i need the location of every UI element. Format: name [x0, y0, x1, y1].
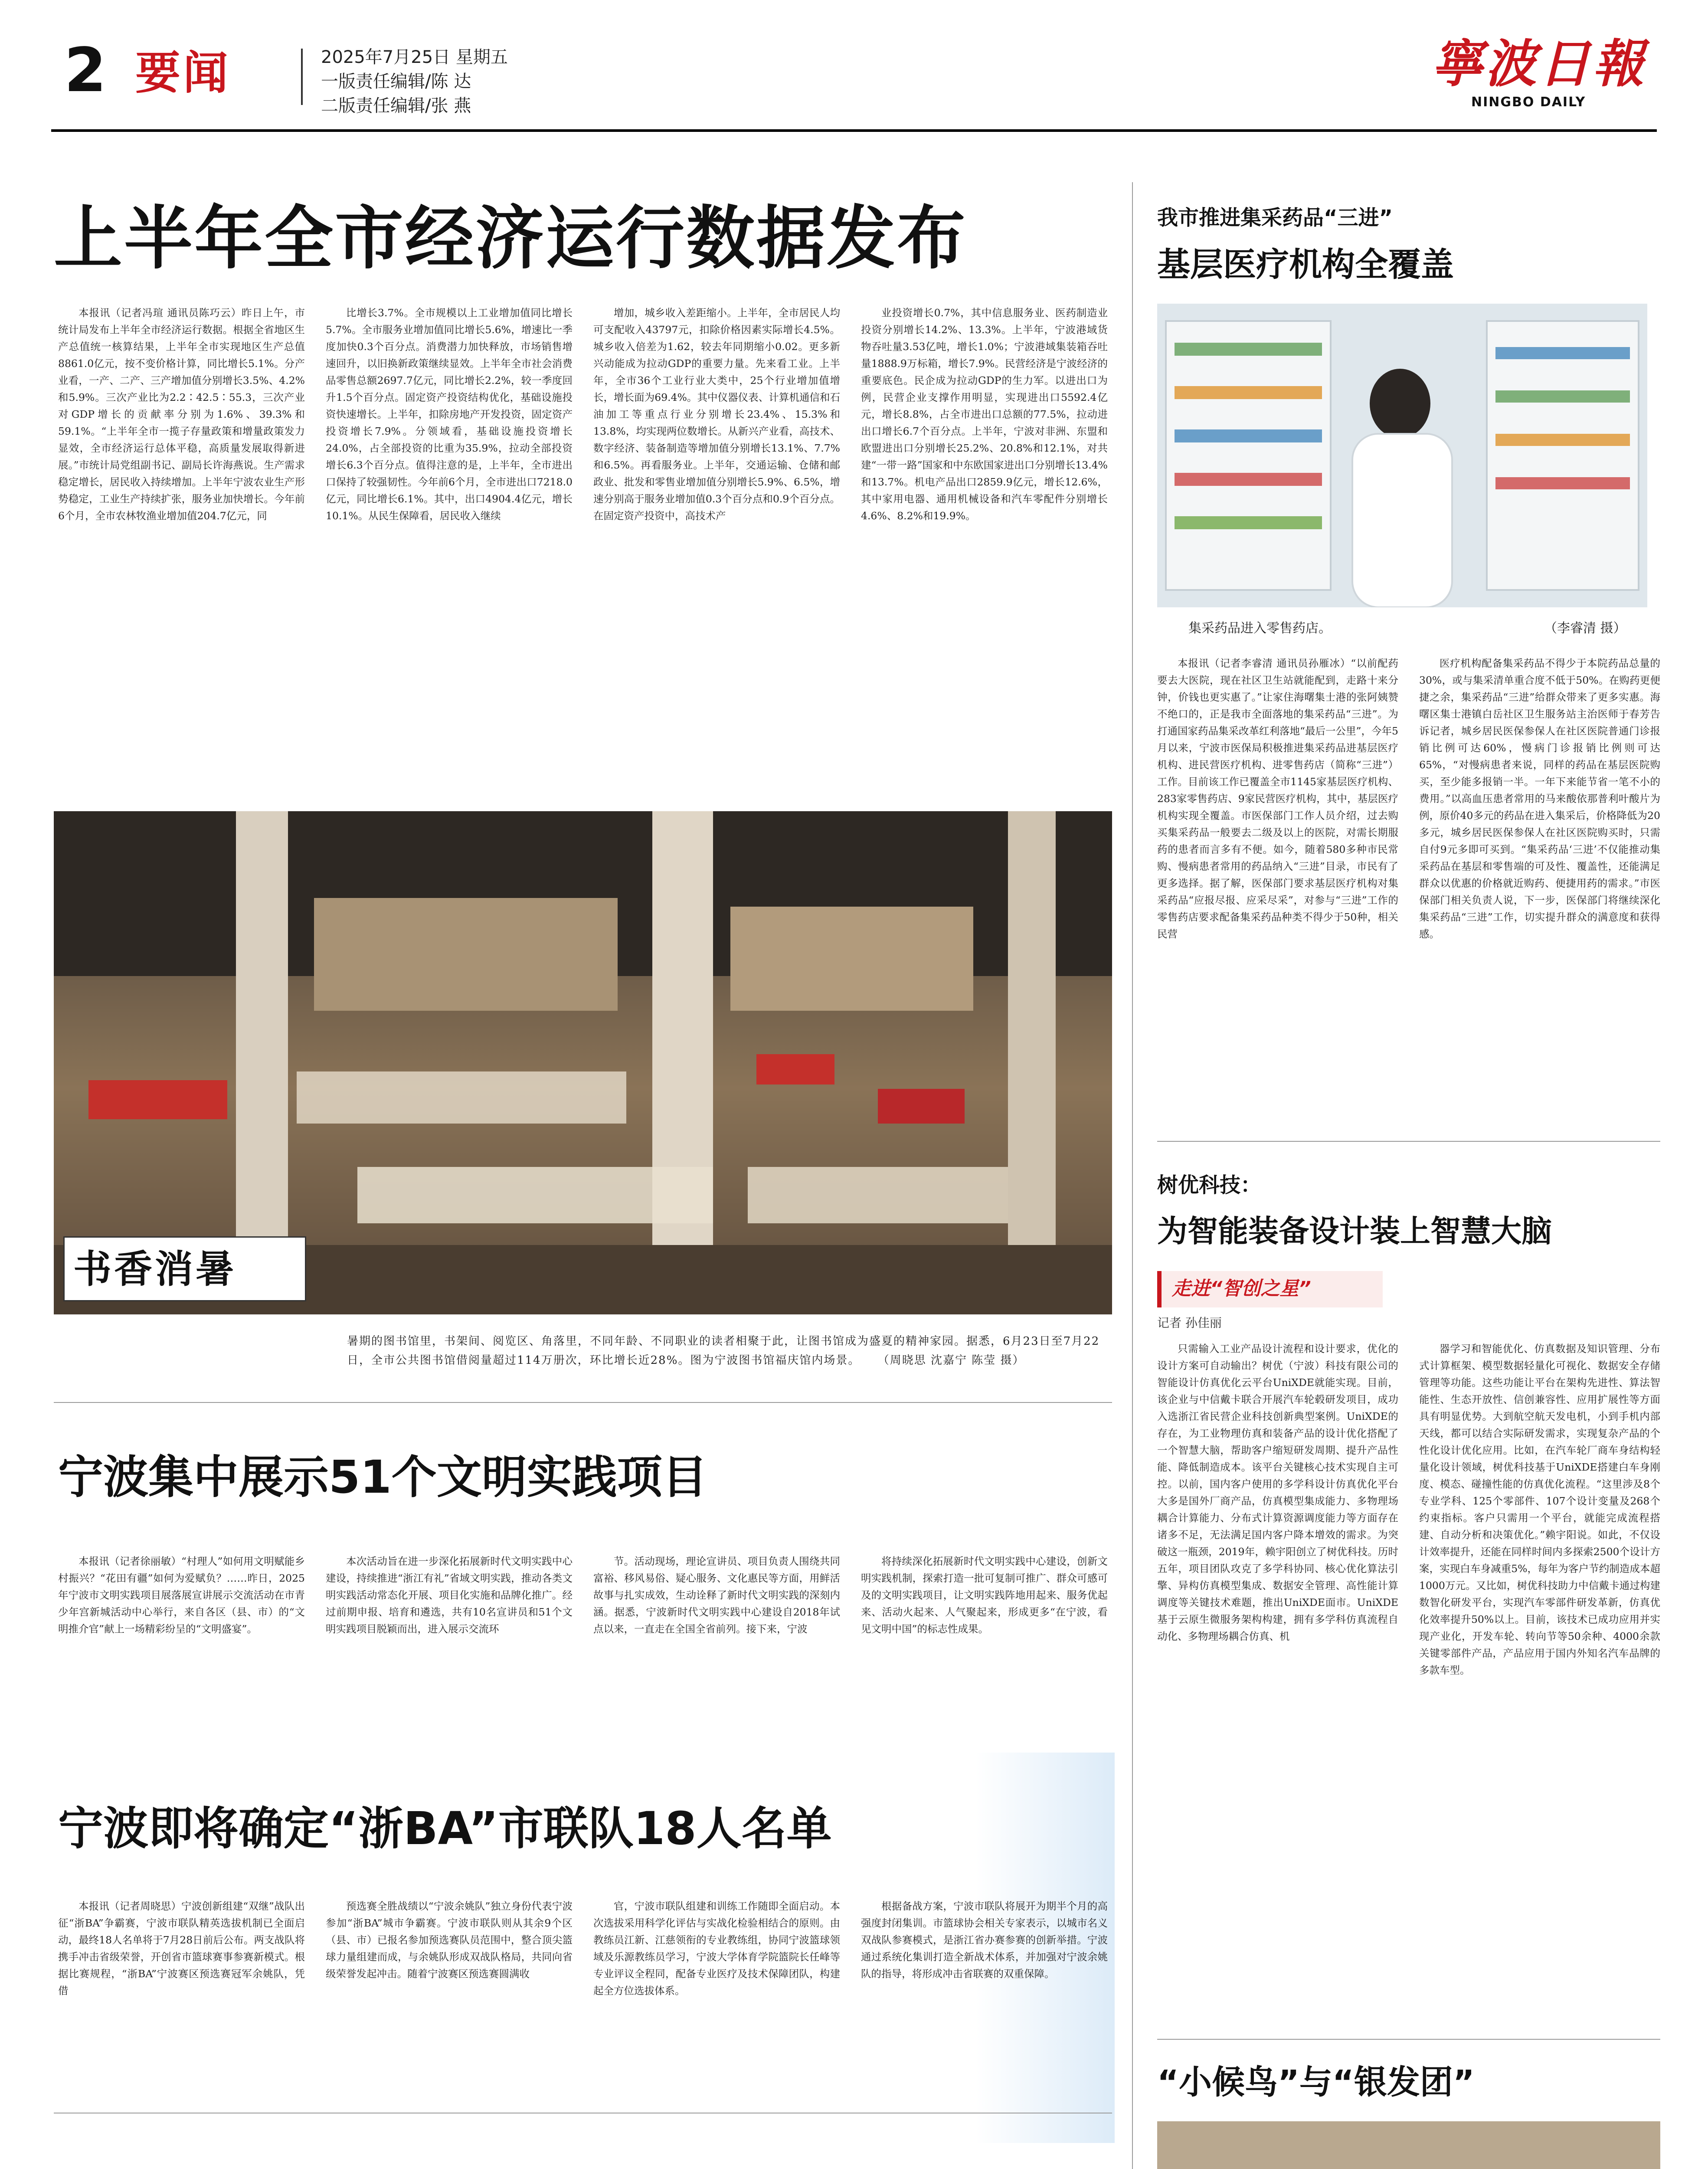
section-name: 要闻 [135, 46, 231, 99]
library-label: 书香消暑 [73, 1247, 237, 1291]
civilization-col-3: 节。活动现场，理论宣讲员、项目负责人围绕共同富裕、移风易俗、疑心服务、文化惠民等方面，用鲜活故事与扎实成效，生动诠释了新时代文明实践的深刻内涵。据悉，宁波新时代文明实践中心建设自2018年试点以来，一直走在全国全省前列。接下来，宁波 [593, 1555, 840, 1635]
headline-zheba: 宁波即将确定“浙BA”市联队18人名单 [58, 1802, 832, 1855]
shuyou-tag-text: 走进“智创之星” [1172, 1278, 1311, 1300]
library-label-box [63, 1236, 306, 1301]
zheba-col-4: 根据备战方案，宁波市联队将展开为期半个月的高强度封闭集训。市篮球协会相关专家表示，以城市名义双战队参赛模式，是浙江省办赛参赛的创新举措。宁波通过系统化集训打造全新战术体系，并加强对宁波余姚队的指导，将形成冲击省联赛的双重保障。 [861, 1900, 1108, 1980]
economy-body [58, 305, 1108, 769]
civilization-body [58, 1553, 1108, 1744]
headline-economy: 上半年全市经济运行数据发布 [54, 199, 967, 278]
masthead-divider [301, 49, 303, 105]
headline-medicine: 基层医疗机构全覆盖 [1157, 245, 1454, 284]
zheba-col-1: 本报讯（记者周晓思）宁波创新组建“双继”战队出征“浙BA”争霸赛，宁波市联队精英选拔机制已全面启动，最终18人名单将于7月28日前后公布。两支战队将携手冲击省级荣誉，开创省市篮球赛事参赛新模式。根据比赛规程，“浙BA”宁波赛区预选赛冠军余姚队，凭借 [58, 1900, 305, 1997]
column-separator [1132, 182, 1133, 2169]
shuyou-tag [1157, 1271, 1383, 1307]
birds-photo [1157, 2121, 1660, 2169]
divider-after-library [54, 1402, 1112, 1403]
medicine-body [1157, 655, 1660, 1132]
civilization-col-1: 本报讯（记者徐丽敏）“村理人”如何用文明赋能乡村振兴？“花田有疆”如何为爱赋负？……昨日，2025年宁波市文明实践项目展落展宣讲展示交流活动在市青少年宫新城活动中心举行，来自各区（县、市）的“文明推介官”献上一场精彩纷呈的“文明盛宴”。 [58, 1555, 305, 1635]
pharmacy-scene [1157, 304, 1647, 607]
page-number: 2 [64, 35, 107, 106]
civilization-col-4: 将持续深化拓展新时代文明实践中心建设，创新文明实践机制，探索打造一批可复制可推广、群众可感可及的文明实践项目，让文明实践阵地用起来、服务优起来、活动火起来、人气聚起来，形成更多“在宁波，看见文明中国”的标志性成果。 [861, 1555, 1108, 1635]
shuyou-body [1157, 1340, 1660, 2026]
economy-col-3: 增加，城乡收入差距缩小。上半年，全市居民人均可支配收入43797元，扣除价格因素实际增长4.5%。城乡收入倍差为1.62，较去年同期缩小0.02。更多新兴动能成为拉动GDP的重要力量。先来看工业。上半年，全市36个工业行业大类中，25个行业增加值增长，增长面为69.4%。其中仪器仪表、计算机通信和石油加工等重点行业分别增长23.4%、15.3%和13.8%，均实现两位数增长。从新兴产业看，高技术、数字经济、装备制造等增加值分别增长13.1%、7.7%和6.5%。再看服务业。上半年，交通运输、仓储和邮政业、批发和零售业增加值分别增长5.9%、6.5%，增速分别高于服务业增加值0.3个百分点和0.9个百分点。在固定资产投资中，高技术产 [593, 307, 840, 522]
birds-scene [1157, 2121, 1660, 2169]
paper-logo-en: NINGBO DAILY [1471, 95, 1586, 110]
civilization-col-2: 本次活动旨在进一步深化拓展新时代文明实践中心建设，持续推进“浙江有礼”省域文明实践，推动各类文明实践活动常态化开展、项目化实施和品牌化推广。经过前期申报、培育和遴选，共有10名宣讲员和51个文明实践项目脱颖而出，进入展示交流环 [326, 1555, 573, 1635]
divider-after-medicine [1157, 1141, 1660, 1142]
divider-after-shuyou [1157, 2039, 1660, 2040]
editor-line-1: 一版责任编辑/陈 达 [321, 72, 471, 92]
zheba-body [58, 1898, 1108, 2097]
medicine-photo [1157, 304, 1647, 607]
masthead-rule [51, 129, 1657, 132]
masthead [0, 0, 1708, 147]
issue-date: 2025年7月25日 星期五 [321, 47, 508, 67]
editor-line-2: 二版责任编辑/张 燕 [321, 96, 471, 116]
zheba-col-3: 官，宁波市联队组建和训练工作随即全面启动。本次选拔采用科学化评估与实战化检验相结合的原则。由教练员江新、江慈领衔的专业教练组，协同宁波篮球领域及乐源教练员学习，宁波大学体育学院篮院长任峰等专业评议全程同，配备专业医疗及技术保障团队，构建起全方位选拔体系。 [593, 1900, 840, 1997]
headline-shuyou: 为智能装备设计装上智慧大脑 [1157, 1213, 1552, 1249]
headline-civilization: 宁波集中展示51个文明实践项目 [58, 1451, 707, 1504]
economy-col-4: 业投资增长0.7%，其中信息服务业、医药制造业投资分别增长14.2%、13.3%。上半年，宁波港域货物吞吐量3.53亿吨，增长1.0%；宁波港域集装箱吞吐量1888.9万标箱，增长7.9%。民营经济是宁波经济的重要底色。民企成为拉动GDP的生力军。以进出口为例，民营企业支撑作用明显，实现进出口5592.4亿元，增长8.8%，占全市进出口总额的77.5%，拉动进出口增长6.7个百分点。上半年，宁波对非洲、东盟和欧盟进出口分别增长25.2%、20.8%和12.1%，对共建“一带一路”国家和中东欧国家进出口分别增长13.4%和13.7%。机电产品出口2859.9亿元，增长12.6%，其中家用电器、通用机械设备和汽车零配件分别增长4.6%、8.2%和19.9%。 [861, 307, 1108, 522]
library-caption-credit: （周晓思 沈嘉宁 陈莹 摄） [877, 1354, 1025, 1367]
medicine-photo-caption: 集采药品进入零售药店。 [1188, 621, 1332, 636]
headline-birds: “小候鸟”与“银发团” [1157, 2063, 1475, 2101]
medicine-col-2: 医疗机构配备集采药品不得少于本院药品总量的30%，或与集采清单重合度不低于50%。在购药更便捷之余，集采药品“三进”给群众带来了更多实惠。海曙区集士港镇白岳社区卫生服务站主治医师于春芳告诉记者，城乡居民医保参保人在社区医院普通门诊报销比例可达60%，慢病门诊报销比例则可达65%，“对慢病患者来说，同样的药品在基层医院购买，至少能多报销一半。一年下来能节省一笔不小的费用。”以高血压患者常用的马来酸依那普利叶酸片为例，原价40多元的药品在进入集采后，价格降低为20多元，城乡居民医保参保人在社区医院购买时，只需自付9元多即可买到。“集采药品‘三进’不仅能推动集采药品在基层和零售端的可及性、覆盖性，还能满足群众以优惠的价格就近购药、便捷用药的需求。”市医保部门相关负责人说，下一步，医保部门将继续深化集采药品“三进”工作，切实提升群众的满意度和获得感。 [1419, 657, 1660, 940]
economy-col-1: 本报讯（记者冯瑄 通讯员陈巧云）昨日上午，市统计局发布上半年全市经济运行数据。根据全省地区生产总值统一核算结果，上半年全市实现地区生产总值8861.0亿元，按不变价格计算，同比增长5.1%。分产业看，一产、二产、三产增加值分别增长3.5%、4.2%和5.9%。三次产业比为2.2∶42.5∶55.3，三次产业对GDP增长的贡献率分别为1.6%、39.3%和59.1%。“上半年全市一揽子存量政策和增量政策发力显效，全市经济运行总体平稳，高质量发展取得新进展。”市统计局党组副书记、副局长许海燕说。生产需求稳定增长，居民收入持续增加。上半年宁波农业生产形势稳定，工业生产持续扩张，服务业加快增长。今年前6个月，全市农林牧渔业增加值204.7亿元，同 [58, 307, 305, 522]
medicine-kicker: 我市推进集采药品“三进” [1157, 206, 1393, 230]
library-caption [347, 1332, 1102, 1370]
shuyou-col-2: 器学习和智能优化、仿真数据及知识管理、分布式计算框架、模型数据轻量化可视化、数据安全存储管理等功能。这些功能让平台在架构先进性、算法智能性、生态开放性、信创兼容性、应用扩展性等方面具有明显优势。大到航空航天发电机，小到手机内部天线，都可以结合实际研发需求，实现复杂产品的个性化设计优化应用。比如，在汽车轮厂商车身结构轻量化设计领域，树优科技基于UniXDE搭建白车身刚度、模态、碰撞性能的仿真优化流程。“这里涉及8个专业学科、125个零部件、107个设计变量及268个约束指标。客户只需用一个平台，就能完成流程搭建、自动分析和决策优化。”赖宇阳说。如此，不仅设计效率提升，还能在同样时间内多探索2500个设计方案，实现白车身减重5%，每年为客户节约制造成本超1000万元。又比如，树优科技助力中信戴卡通过构建数智化研发平台，实现汽车零部件研发革新，仿真优化效率提升50%以上。目前，该技术已成功应用并实现产业化，开发车轮、转向节等50余种、4000余款关键零部件产品，产品应用于国内外知名汽车品牌的多款车型。 [1419, 1343, 1660, 1676]
shuyou-col-1: 只需输入工业产品设计流程和设计要求，优化的设计方案可自动输出？树优（宁波）科技有限公司的智能设计仿真优化云平台UniXDE就能实现。目前，该企业与中信戴卡联合开展汽车轮毂研发项目，成功入选浙江省民营企业科技创新典型案例。UniXDE的存在，为工业物理仿真和装备产品的设计优化搭配了一个智慧大脑，帮助客户缩短研发周期、提升产品性能、降低制造成本。该平台关键核心技术实现自主可控。以前，国内客户使用的多学科设计仿真优化平台大多是国外厂商产品，仿真模型集成能力、多物理场耦合计算能力、分布式计算资源调度能力等方面存在诸多不足，无法满足国内客户降本增效的需求。为突破这一瓶颈，2019年，赖宇阳创立了树优科技。历时五年，项目团队攻克了多学科协同、核心优化算法引擎、异构仿真模型集成、数据安全管理、高性能计算调度等关键技术难题，推出UniXDE面市。UniXDE基于云原生微服务架构构建，拥有多学科仿真流程自动化、多物理场耦合仿真、机 [1157, 1343, 1398, 1642]
economy-col-2: 比增长3.7%。全市规模以上工业增加值同比增长5.7%。全市服务业增加值同比增长5.6%，增速比一季度加快0.3个百分点。消费潜力加快释放，市场销售增速回升，以旧换新政策继续显效。上半年全市社会消费品零售总额2697.7亿元，同比增长2.2%，较一季度回升1.5个百分点。固定资产投资结构优化，基础设施投资快速增长。上半年，扣除房地产开发投资，固定资产投资增长7.9%。分领域看，基础设施投资增长24.0%，占全部投资的比重为35.9%，拉动全部投资增长6.3个百分点。值得注意的是，上半年，全市进出口保持了较强韧性。今年前6个月，全市进出口7218.0亿元，同比增长6.1%。其中，出口4904.4亿元，增长10.1%。从民生保障看，居民收入继续 [326, 307, 573, 522]
shuyou-kicker: 树优科技： [1157, 1173, 1262, 1197]
zheba-col-2: 预选赛全胜战绩以“宁波余姚队”独立身份代表宁波参加“浙BA”城市争霸赛。宁波市联队则从其余9个区（县、市）已报名参加预选赛队员范围中，整合顶尖篮球力量组建而成，与余姚队形成双战队格局，共同向省级荣誉发起冲击。随着宁波赛区预选赛圆满收 [326, 1900, 573, 1980]
medicine-photo-credit: （李睿清 摄） [1544, 621, 1626, 636]
paper-logo: 寧波日報 [1431, 33, 1647, 94]
shuyou-byline: 记者 孙佳丽 [1157, 1316, 1222, 1330]
library-caption-text: 暑期的图书馆里，书架间、阅览区、角落里，不同年龄、不同职业的读者相聚于此，让图书馆成为盛夏的精神家园。据悉，6月23日至7月22日，全市公共图书馆借阅量超过114万册次，环比增长近28%。图为宁波图书馆福庆馆内场景。 [347, 1335, 1100, 1367]
medicine-col-1: 本报讯（记者李睿清 通讯员孙雁冰）“以前配药要去大医院，现在社区卫生站就能配到，走路十来分钟，价钱也更实惠了。”让家住海曙集士港的张阿姨赞不绝口的，正是我市全面落地的集采药品“三进”。为打通国家药品集采改革红利落地“最后一公里”，今年5月以来，宁波市医保局积极推进集采药品进基层医疗机构、进民营医疗机构、进零售药店（简称“三进”）工作。目前该工作已覆盖全市1145家基层医疗机构、283家零售药店、9家民营医疗机构，其中，基层医疗机构实现全覆盖。市医保部门工作人员介绍，过去购买集采药品一般要去二级及以上的医院，对需长期服药的患者而言多有不便。如今，随着580多种市民常购、慢病患者常用的药品纳入“三进”目录，市民有了更多选择。据了解，医保部门要求基层医疗机构对集采药品“应报尽报、应采尽采”，对参与“三进”工作的零售药店要求配备集采药品种类不得少于50种，相关民营 [1157, 657, 1398, 940]
